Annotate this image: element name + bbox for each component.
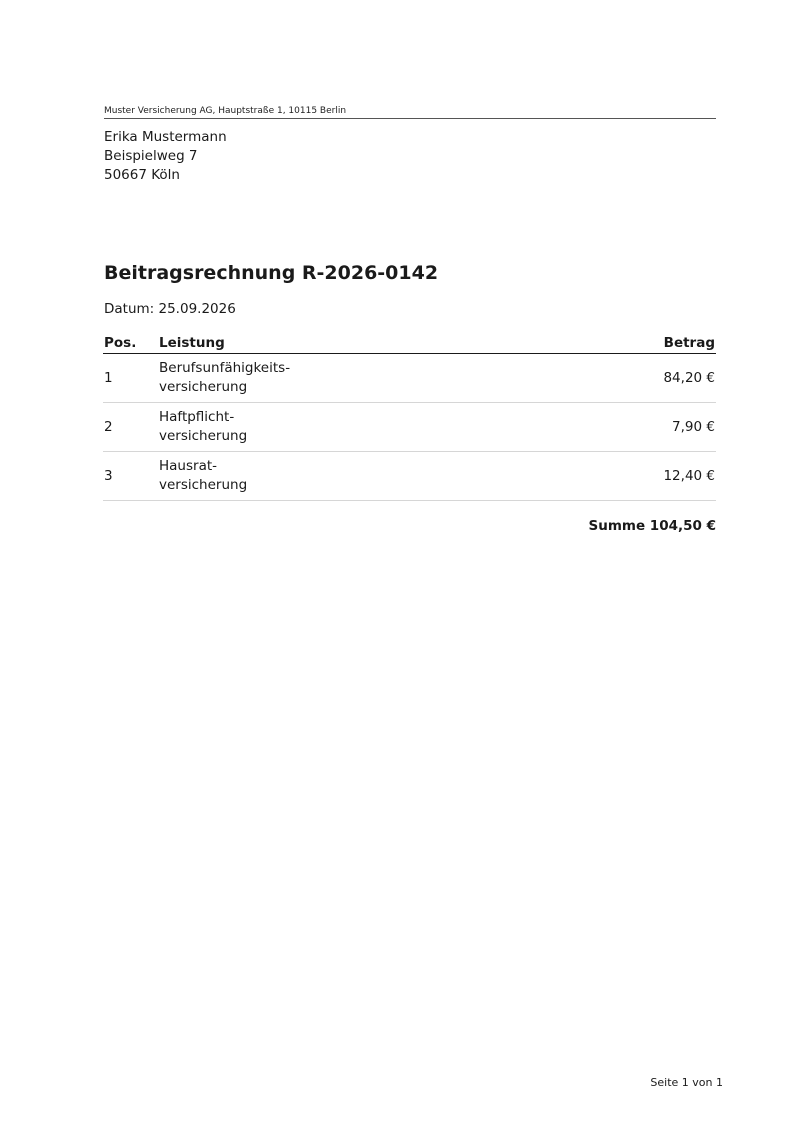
row-service-line1: Berufsunfähigkeits- [159, 360, 291, 376]
header-amount: Betrag [556, 333, 716, 354]
row-pos: 2 [103, 403, 158, 452]
sender-address-line: Muster Versicherung AG, Hauptstraße 1, 10115 Berlin [104, 105, 716, 119]
invoice-date: Datum: 25.09.2026 [104, 301, 236, 317]
invoice-total: Summe 104,50 € [588, 518, 716, 534]
header-service: Leistung [158, 333, 556, 354]
row-service-line1: Haftpflicht- [159, 409, 235, 425]
row-service [158, 403, 556, 452]
row-amount: 84,20 € [556, 354, 716, 403]
table-header-row [103, 333, 716, 354]
invoice-items-table [103, 333, 716, 501]
table-row [103, 452, 716, 501]
page-number: Seite 1 von 1 [650, 1076, 723, 1089]
row-service-line2: versicherung [159, 477, 248, 493]
invoice-title: Beitragsrechnung R-2026-0142 [104, 262, 439, 284]
row-amount: 12,40 € [556, 452, 716, 501]
row-pos: 1 [103, 354, 158, 403]
row-service-line1: Hausrat- [159, 458, 218, 474]
row-amount: 7,90 € [556, 403, 716, 452]
row-service-line2: versicherung [159, 428, 248, 444]
row-pos: 3 [103, 452, 158, 501]
row-service [158, 354, 556, 403]
row-service [158, 452, 556, 501]
header-pos: Pos. [103, 333, 158, 354]
recipient-street: Beispielweg 7 [104, 148, 198, 164]
table-row [103, 354, 716, 403]
table-row [103, 403, 716, 452]
recipient-address [104, 128, 227, 185]
row-service-line2: versicherung [159, 379, 248, 395]
recipient-name: Erika Mustermann [104, 129, 227, 145]
recipient-city: 50667 Köln [104, 167, 180, 183]
